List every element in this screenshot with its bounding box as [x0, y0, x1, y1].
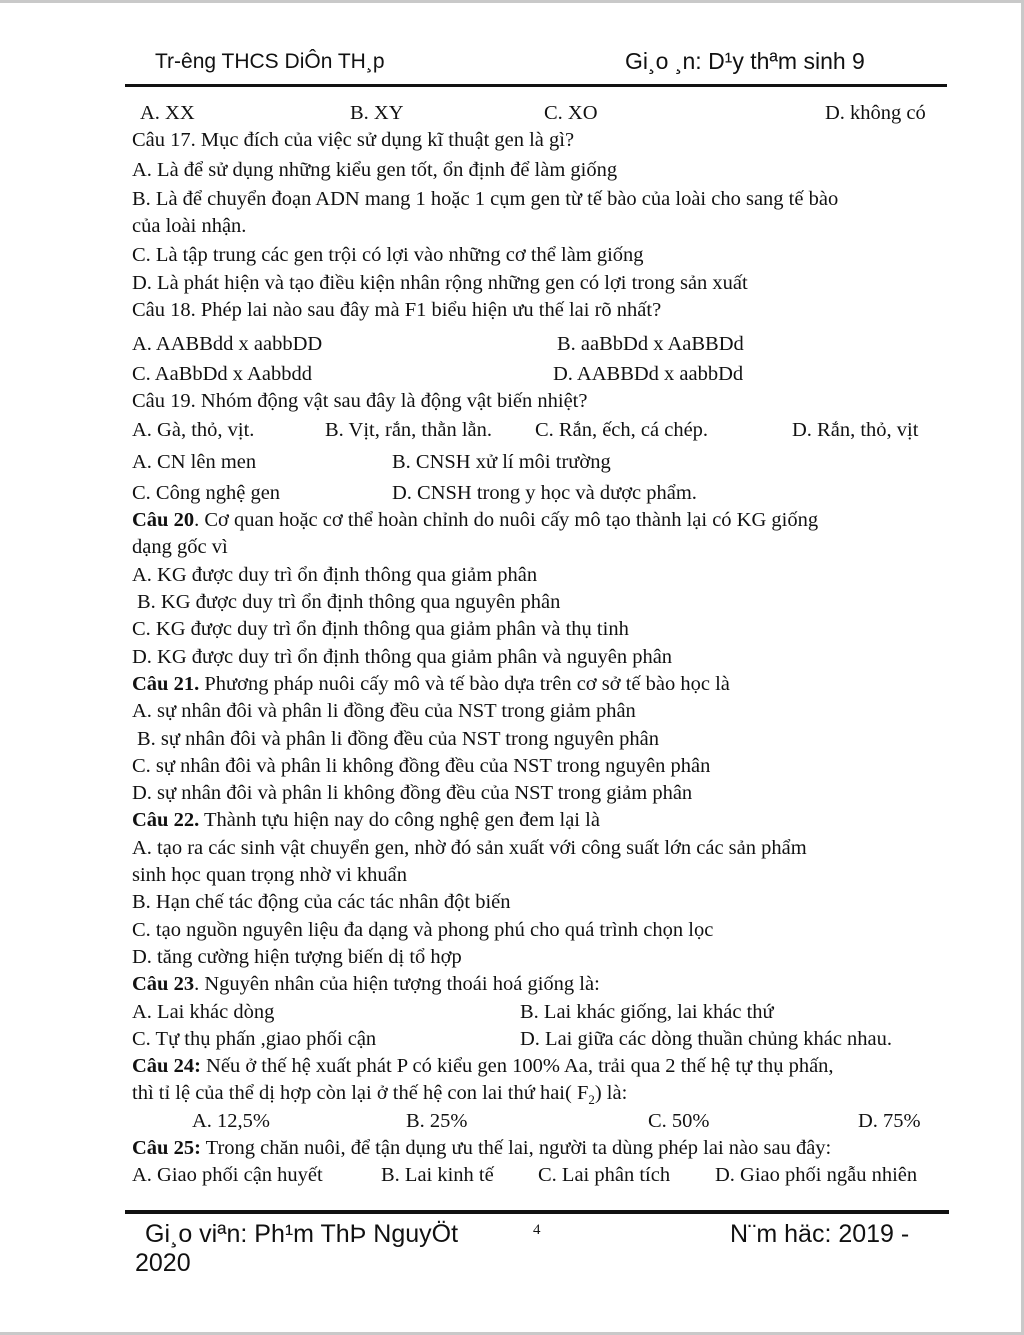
q17-option-c: C. Là tập trung các gen trội có lợi vào những cơ thể làm giống: [132, 244, 644, 267]
q25-stem: [132, 1135, 952, 1162]
q16-option-a: A. XX: [140, 102, 195, 124]
q24-stem-line1: [132, 1053, 952, 1080]
q22-option-b: B. Hạn chế tác động của các tác nhân đột biến: [132, 891, 511, 914]
q16-option-d: D. không có: [825, 102, 926, 124]
q21-option-a: A. sự nhân đôi và phân li đồng đều của NST trong giảm phân: [132, 700, 636, 723]
extra-option-b: B. CNSH xử lí môi trường: [392, 450, 611, 473]
q22-option-a-line1: A. tạo ra các sinh vật chuyển gen, nhờ đó sản xuất với công suất lớn các sản phẩm: [132, 836, 807, 859]
q20-option-a: A. KG được duy trì ổn định thông qua giảm phân: [132, 563, 538, 586]
q22-number: Câu 22.: [132, 809, 200, 832]
extra-option-c: C. Công nghệ gen: [132, 481, 281, 504]
q23-option-c: C. Tự thụ phấn ,giao phối cận: [132, 1027, 377, 1050]
q21-option-b: B. sự nhân đôi và phân li đồng đều của NST trong nguyên phân: [137, 727, 660, 750]
q22-option-d: D. tăng cường hiện tượng biến dị tổ hợp: [132, 945, 462, 968]
footer-teacher-line2: 2020: [135, 1249, 191, 1277]
q21-number: Câu 21.: [132, 672, 200, 695]
footer-school-year: N¨m häc: 2019 -: [730, 1220, 910, 1248]
q18-stem: Câu 18. Phép lai nào sau đây mà F1 biểu hiện ưu thế lai rõ nhất?: [132, 299, 662, 322]
q24-subscript: 2: [588, 1092, 595, 1108]
header-lesson-plan: Gi¸o ¸n: D¹y thªm sinh 9: [625, 48, 865, 74]
q19-option-a: A. Gà, thỏ, vịt.: [132, 419, 255, 442]
q24-stem-line2-text: thì tỉ lệ của thể dị hợp còn lại ở thế hệ con lai thứ hai( F: [132, 1082, 589, 1105]
q18-row-1: [132, 331, 952, 358]
q19-options-row: [132, 417, 952, 444]
q18-option-d: D. AABBDd x aabbDd: [553, 362, 744, 385]
q21-stem-text: Phương pháp nuôi cấy mô và tế bào dựa trên cơ sở tế bào học là: [199, 672, 730, 695]
q18-option-a: A. AABBdd x aabbDD: [132, 333, 323, 356]
q19-option-c: C. Rắn, ếch, cá chép.: [535, 419, 709, 442]
q23-option-d: D. Lai giữa các dòng thuần chủng khác nhau.: [520, 1027, 893, 1050]
q22-option-a-line2: sinh học quan trọng nhờ vi khuẩn: [132, 864, 408, 887]
q24-option-a: A. 12,5%: [192, 1109, 271, 1132]
q24-stem-text: Nếu ở thế hệ xuất phát P có kiểu gen 100% Aa, trải qua 2 thế hệ tự thụ phấn,: [200, 1055, 834, 1078]
q24-option-b: B. 25%: [406, 1109, 468, 1132]
q19-option-b: B. Vịt, rắn, thằn lằn.: [325, 419, 493, 442]
header-school: Tr-êng THCS DiÔn TH¸p: [155, 50, 385, 73]
q24-number: Câu 24:: [132, 1055, 201, 1078]
q21-stem: [132, 671, 952, 698]
q23-stem: [132, 971, 952, 998]
q17-option-d: D. Là phát hiện và tạo điều kiện nhân rộng những gen có lợi trong sản xuất: [132, 271, 748, 294]
q23-stem-text: . Nguyên nhân của hiện tượng thoái hoá giống là:: [194, 973, 600, 996]
q22-option-c: C. tạo nguồn nguyên liệu đa dạng và phong phú cho quá trình chọn lọc: [132, 918, 714, 941]
q17-stem: Câu 17. Mục đích của việc sử dụng kĩ thuật gen là gì?: [132, 129, 575, 152]
extra-option-a: A. CN lên men: [132, 450, 257, 473]
header-rule: [125, 84, 947, 87]
q18-option-b: B. aaBbDd x AaBBDd: [557, 333, 744, 356]
q24-option-d: D. 75%: [858, 1109, 921, 1132]
q20-option-d: D. KG được duy trì ổn định thông qua giảm phân và nguyên phân: [132, 645, 673, 668]
extra-option-d: D. CNSH trong y học và dược phẩm.: [392, 481, 697, 504]
q18-option-c: C. AaBbDd x Aabbdd: [132, 362, 312, 385]
q21-option-c: C. sự nhân đôi và phân li không đồng đều của NST trong nguyên phân: [132, 754, 711, 777]
footer-rule: [125, 1210, 949, 1214]
q25-option-a: A. Giao phối cận huyết: [132, 1164, 323, 1187]
q17-option-a: A. Là để sử dụng những kiểu gen tốt, ổn định để làm giống: [132, 158, 618, 181]
q18-row-2: [132, 361, 952, 388]
q24-stem-line2-end: ) là:: [594, 1082, 628, 1105]
questions-content: [132, 100, 952, 1190]
q19-stem: Câu 19. Nhóm động vật sau đây là động vật biến nhiệt?: [132, 389, 588, 412]
page-number: 4: [533, 1222, 541, 1238]
q25-stem-text: Trong chăn nuôi, để tận dụng ưu thế lai, người ta dùng phép lai nào sau đây:: [200, 1136, 832, 1159]
q17-option-b-line1: B. Là để chuyển đoạn ADN mang 1 hoặc 1 cụm gen từ tế bào của loài cho sang tế bào: [132, 187, 839, 210]
q21-option-d: D. sự nhân đôi và phân li không đồng đều của NST trong giảm phân: [132, 782, 693, 805]
q17-option-b-line2: của loài nhận.: [132, 215, 247, 238]
footer-teacher-line1: Gi¸o viªn: Ph¹m ThÞ NguyÖt: [145, 1220, 459, 1248]
q23-number: Câu 23: [132, 973, 195, 996]
q20-option-b: B. KG được duy trì ổn định thông qua nguyên phân: [137, 591, 561, 614]
q24-option-c: C. 50%: [648, 1109, 710, 1132]
extra-options-row-1: [132, 449, 952, 476]
q16-options-row: [132, 100, 952, 127]
q22-stem: [132, 807, 952, 834]
q23-row-2: [132, 1026, 952, 1053]
q23-option-a: A. Lai khác dòng: [132, 1000, 275, 1023]
footer-teacher: [135, 1220, 535, 1278]
extra-options-row-2: [132, 480, 952, 507]
q25-options-row: [132, 1162, 952, 1189]
q20-stem-line1: [132, 507, 952, 534]
q20-stem-text: . Cơ quan hoặc cơ thể hoàn chỉnh do nuôi cấy mô tạo thành lại có KG giống: [194, 509, 819, 532]
q25-option-d: D. Giao phối ngẫu nhiên: [715, 1164, 918, 1187]
q19-option-d: D. Rắn, thỏ, vịt: [792, 419, 919, 442]
q25-number: Câu 25:: [132, 1136, 201, 1159]
q23-option-b: B. Lai khác giống, lai khác thứ: [520, 1000, 774, 1023]
q20-option-c: C. KG được duy trì ổn định thông qua giảm phân và thụ tinh: [132, 618, 629, 641]
q20-stem-line2: dạng gốc vì: [132, 536, 228, 559]
q25-option-c: C. Lai phân tích: [538, 1164, 671, 1187]
frame-border-top: [0, 0, 1024, 3]
q20-number: Câu 20: [132, 509, 195, 532]
q22-stem-text: Thành tựu hiện nay do công nghệ gen đem lại là: [199, 809, 600, 832]
q16-option-c: C. XO: [544, 102, 598, 124]
q16-option-b: B. XY: [350, 102, 404, 124]
q24-options-row: [132, 1108, 952, 1135]
q25-option-b: B. Lai kinh tế: [381, 1164, 494, 1187]
q23-row-1: [132, 999, 952, 1026]
q24-stem-line2: [132, 1080, 952, 1107]
